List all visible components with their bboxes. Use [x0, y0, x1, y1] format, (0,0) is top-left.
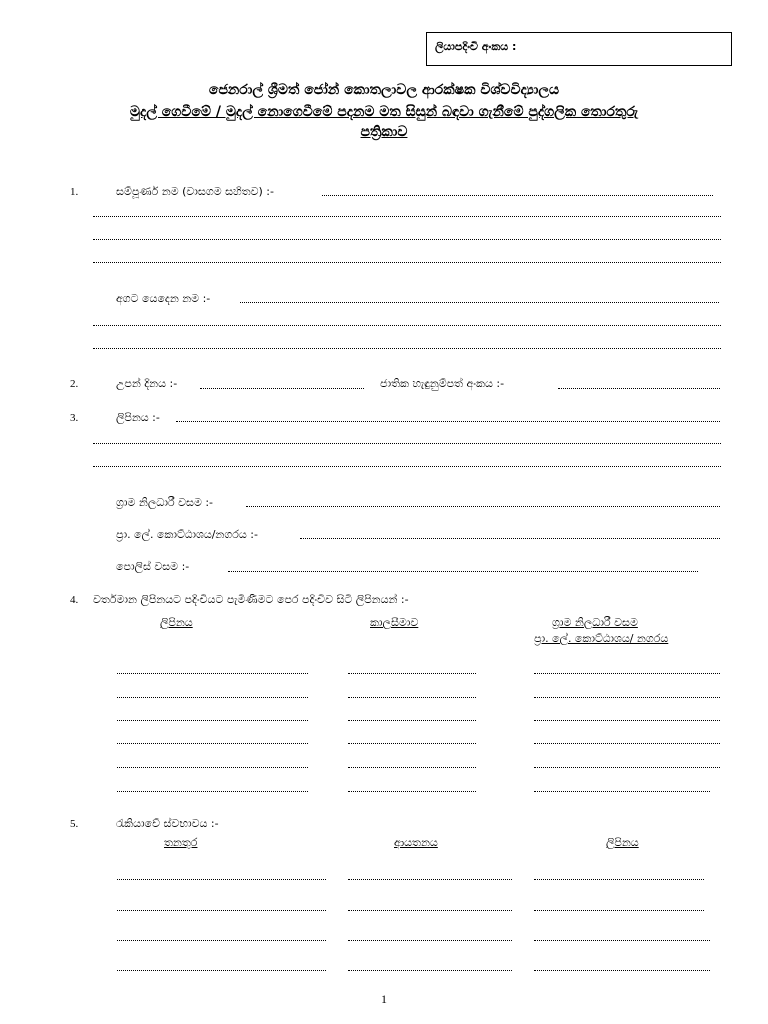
initials-name-field[interactable]: [240, 302, 719, 303]
address-field-line-2[interactable]: [93, 443, 721, 444]
prev-address-field[interactable]: [117, 720, 308, 721]
police-division-field[interactable]: [228, 571, 698, 572]
address-label: ලිපිනය :-: [116, 411, 160, 424]
section-1-number: 1.: [70, 186, 79, 198]
section-5-number: 5.: [70, 818, 79, 830]
prev-address-field[interactable]: [117, 767, 308, 768]
col-position: තනතුර: [164, 836, 198, 849]
prev-address-field[interactable]: [117, 743, 308, 744]
col-ds-division: ප්‍රා. ලේ. කොට්ඨාශය/ නගරය: [534, 632, 669, 645]
col-employment-address: ලිපිනය: [606, 836, 639, 849]
gn-division-label: ග්‍රාම නිලධාරී වසම :-: [116, 496, 214, 509]
position-field[interactable]: [117, 970, 326, 971]
initials-name-label: අගට යෙදෙන නම :-: [116, 292, 211, 305]
dob-label: උපන් දිනය :-: [116, 377, 178, 390]
full-name-field[interactable]: [322, 195, 713, 196]
registration-number-box[interactable]: [426, 32, 732, 66]
institution-field[interactable]: [348, 910, 512, 911]
previous-addresses-label: වර්තමාන ලිපිනයට පදිංචියට පැමිණීමට පෙර පදිංචිව සිටි ලිපිනයන් :-: [93, 593, 409, 606]
employment-address-field[interactable]: [534, 910, 704, 911]
prev-duration-field[interactable]: [348, 720, 476, 721]
prev-division-field[interactable]: [534, 720, 720, 721]
employment-label: රැකියාවේ ස්වභාවය :-: [116, 817, 219, 830]
institution-field[interactable]: [348, 940, 512, 941]
nic-field[interactable]: [558, 388, 720, 389]
prev-duration-field[interactable]: [348, 767, 476, 768]
form-subtitle: පත්‍රිකාව: [360, 124, 408, 140]
position-field[interactable]: [117, 910, 326, 911]
section-4-number: 4.: [70, 594, 79, 606]
prev-division-field[interactable]: [534, 767, 720, 768]
ds-division-field[interactable]: [300, 538, 720, 539]
dob-field[interactable]: [200, 388, 364, 389]
page-number: 1: [381, 992, 387, 1006]
full-name-field-line-3[interactable]: [93, 239, 721, 240]
prev-division-field[interactable]: [534, 673, 720, 674]
prev-duration-field[interactable]: [348, 697, 476, 698]
registration-number-label: ලියාපදිංචි අංකය :: [435, 40, 517, 53]
employment-address-field[interactable]: [534, 940, 710, 941]
prev-duration-field[interactable]: [348, 791, 476, 792]
position-field[interactable]: [117, 940, 326, 941]
address-field[interactable]: [176, 421, 720, 422]
col-gn-division: ග්‍රාම නිලධාරී වසම: [552, 616, 638, 629]
institution-field[interactable]: [348, 879, 512, 880]
prev-division-field[interactable]: [534, 791, 710, 792]
nic-label: ජාතික හැඳුනුම්පත් අංකය :-: [380, 377, 505, 390]
gn-division-field[interactable]: [246, 506, 720, 507]
prev-address-field[interactable]: [117, 673, 308, 674]
position-field[interactable]: [117, 879, 326, 880]
form-title: මුදල් ගෙවීමේ / මුදල් නොගෙවීමේ පදනම මත සිසුන් බඳවා ගැනීමේ පුද්ගලික තොරතුරු: [129, 104, 639, 120]
address-field-line-3[interactable]: [93, 466, 721, 467]
institution-field[interactable]: [348, 970, 512, 971]
section-2-number: 2.: [70, 378, 79, 390]
col-duration: කාලසීමාව: [370, 616, 419, 629]
col-institution: ආයතනය: [394, 836, 438, 849]
employment-address-field[interactable]: [534, 879, 704, 880]
prev-duration-field[interactable]: [348, 743, 476, 744]
initials-name-field-line-3[interactable]: [93, 348, 721, 349]
prev-address-field[interactable]: [117, 697, 308, 698]
initials-name-field-line-2[interactable]: [93, 325, 721, 326]
police-division-label: පොලිස් වසම :-: [116, 560, 190, 573]
employment-address-field[interactable]: [534, 970, 710, 971]
full-name-label: සම්පූර්ණ නම (වාසගම සහිතව) :-: [116, 185, 274, 198]
prev-address-field[interactable]: [117, 791, 308, 792]
prev-division-field[interactable]: [534, 743, 720, 744]
section-3-number: 3.: [70, 412, 79, 424]
prev-duration-field[interactable]: [348, 673, 476, 674]
full-name-field-line-2[interactable]: [93, 216, 721, 217]
university-title: ජෙනරාල් ශ්‍රීමත් ජෝන් කොතලාවල ආරක්ෂක විශ්වවිද්‍යාලය: [208, 82, 560, 98]
ds-division-label: ප්‍රා. ලේ. කොට්ඨාශය/නගරය :-: [116, 528, 258, 541]
full-name-field-line-4[interactable]: [93, 262, 721, 263]
col-previous-address: ලිපිනය: [160, 616, 193, 629]
prev-division-field[interactable]: [534, 697, 720, 698]
